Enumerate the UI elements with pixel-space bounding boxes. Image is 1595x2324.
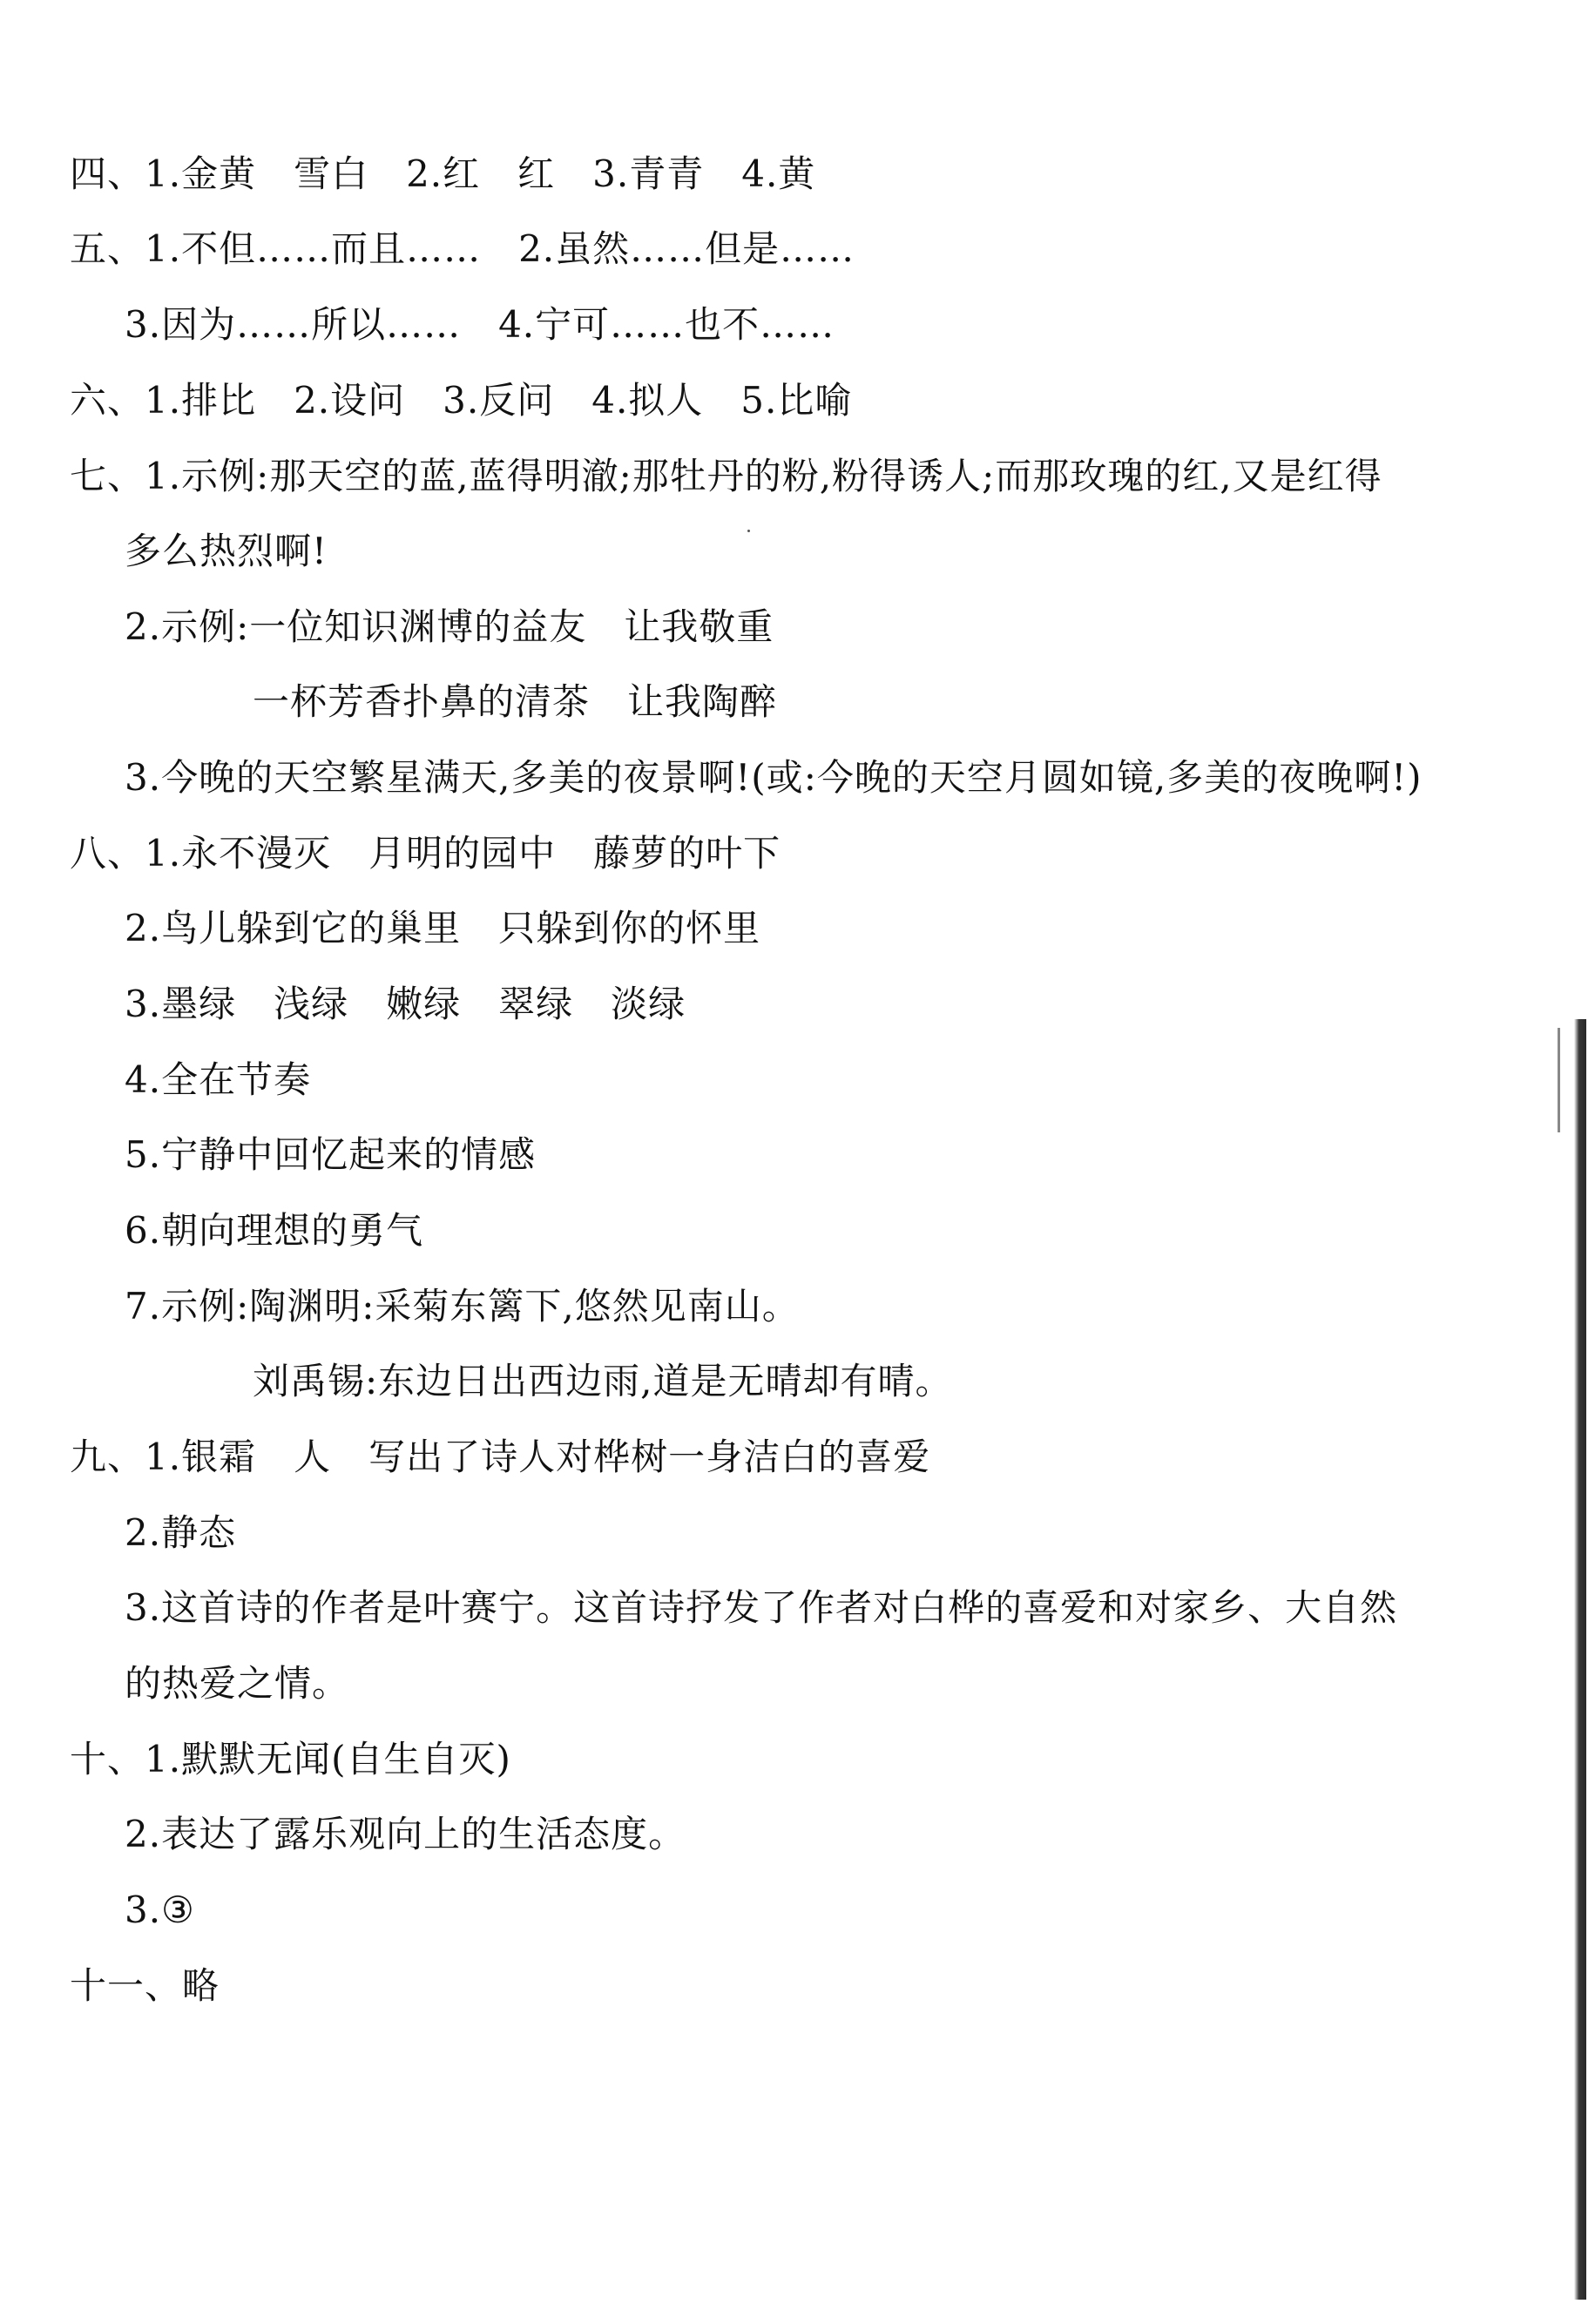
answer-line-9: 九、1.银霜 人 写出了诗人对桦树一身洁白的喜爱 bbox=[70, 1436, 931, 1478]
answer-line-6: 六、1.排比 2.设问 3.反问 4.拟人 5.比喻 bbox=[70, 379, 853, 422]
answer-line-8-4: 4.全在节奏 bbox=[125, 1058, 312, 1101]
answer-line-7-wrap: 多么热烈啊! bbox=[125, 530, 328, 572]
answer-line-7-3: 3.今晚的天空繁星满天,多美的夜景啊!(或:今晚的天空月圆如镜,多美的夜晚啊!) bbox=[125, 756, 1423, 799]
answer-line-8-7b: 刘禹锡:东边日出西边雨,道是无晴却有晴。 bbox=[253, 1360, 953, 1402]
answer-line-11: 十一、略 bbox=[70, 1964, 220, 2007]
scan-edge-mark bbox=[1558, 1028, 1560, 1132]
answer-line-5-cont: 3.因为……所以…… 4.宁可……也不…… bbox=[125, 303, 835, 346]
answer-line-9-2: 2.静态 bbox=[125, 1511, 237, 1554]
answer-line-9-3: 3.这首诗的作者是叶赛宁。这首诗抒发了作者对白桦的喜爱和对家乡、大自然 bbox=[125, 1586, 1398, 1629]
answer-line-10-3: 3.③ bbox=[125, 1888, 195, 1931]
answer-line-5: 五、1.不但……而且…… 2.虽然……但是…… bbox=[70, 227, 855, 270]
answer-line-7: 七、1.示例:那天空的蓝,蓝得明澈;那牡丹的粉,粉得诱人;而那玫瑰的红,又是红得 bbox=[70, 455, 1382, 497]
answer-line-7-2b: 一杯芳香扑鼻的清茶 让我陶醉 bbox=[253, 680, 778, 723]
answer-line-10-2: 2.表达了露乐观向上的生活态度。 bbox=[125, 1813, 686, 1855]
answer-line-9-3b: 的热爱之情。 bbox=[125, 1662, 350, 1705]
answer-line-8-2: 2.鸟儿躲到它的巢里 只躲到你的怀里 bbox=[125, 907, 761, 949]
answer-line-7-2: 2.示例:一位知识渊博的益友 让我敬重 bbox=[125, 605, 774, 648]
answer-line-8-3: 3.墨绿 浅绿 嫩绿 翠绿 淡绿 bbox=[125, 983, 686, 1025]
answer-line-8-7: 7.示例:陶渊明:采菊东篱下,悠然见南山。 bbox=[125, 1285, 800, 1328]
answer-line-4: 四、1.金黄 雪白 2.红 红 3.青青 4.黄 bbox=[70, 152, 816, 195]
answer-line-8-5: 5.宁静中回忆起来的情感 bbox=[125, 1133, 537, 1176]
scan-edge-shadow bbox=[1574, 1019, 1586, 2300]
scan-speck bbox=[747, 530, 750, 532]
answer-line-10: 十、1.默默无闻(自生自灭) bbox=[70, 1738, 511, 1780]
answer-line-8: 八、1.永不漫灭 月明的园中 藤萝的叶下 bbox=[70, 832, 781, 875]
answer-line-8-6: 6.朝向理想的勇气 bbox=[125, 1209, 424, 1252]
